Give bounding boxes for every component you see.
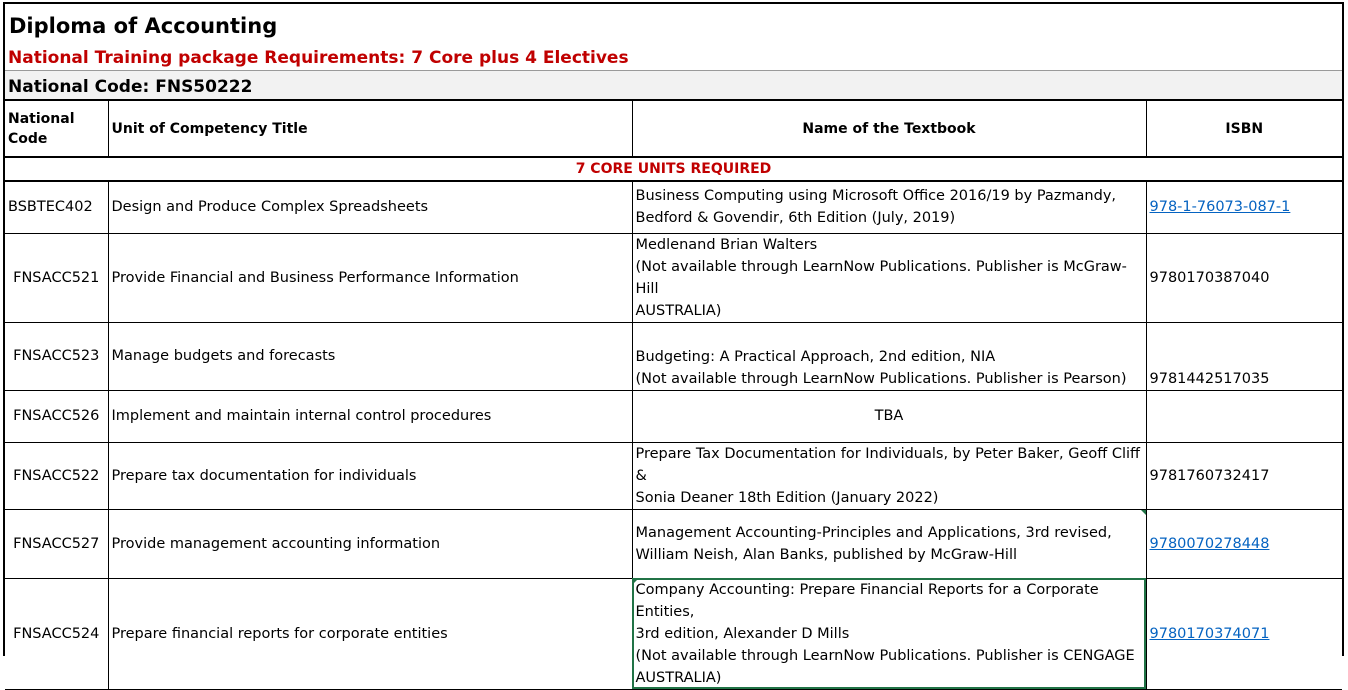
table-row [5, 442, 1342, 509]
isbn-link[interactable]: 9780170374071 [1149, 625, 1270, 642]
isbn-cell[interactable] [1146, 390, 1342, 442]
isbn-link[interactable]: 978-1-76073-087-1 [1149, 199, 1291, 216]
header-isbn[interactable]: ISBN [1146, 101, 1342, 157]
table-row [5, 509, 1342, 578]
title-block [5, 4, 1342, 71]
isbn-cell[interactable]: 9781442517035 [1146, 322, 1342, 390]
textbook-cell[interactable]: Management Accounting-Principles and Applications, 3rd revised, William Neish, Alan Banks, published by McGraw-Hill [632, 509, 1146, 578]
header-unit-title[interactable]: Unit of Competency Title [108, 101, 632, 157]
spreadsheet [3, 2, 1344, 686]
table-row [5, 578, 1342, 689]
unit-title-cell[interactable]: Design and Produce Complex Spreadsheets [108, 181, 632, 233]
textbook-cell[interactable]: Prepare Tax Documentation for Individuals, by Peter Baker, Geoff Cliff & Sonia Deaner 18th Edition (January 2022) [632, 442, 1146, 509]
national-code-cell[interactable]: BSBTEC402 [5, 181, 108, 233]
national-code-cell[interactable]: FNSACC526 [5, 390, 108, 442]
table-row [5, 233, 1342, 322]
requirements-subtitle[interactable]: National Training package Requirements: 7 Core plus 4 Electives [8, 48, 629, 68]
textbook-cell[interactable]: TBA [632, 390, 1146, 442]
national-code-cell[interactable]: FNSACC524 [5, 578, 108, 689]
unit-rows [5, 181, 1342, 689]
table-row [5, 181, 1342, 233]
national-code-row [5, 71, 1342, 101]
national-code-cell[interactable]: FNSACC527 [5, 509, 108, 578]
national-code-cell[interactable]: FNSACC523 [5, 322, 108, 390]
isbn-cell[interactable]: 9781760732417 [1146, 442, 1342, 509]
unit-title-cell[interactable]: Manage budgets and forecasts [108, 322, 632, 390]
selection-marker [633, 579, 638, 584]
national-code-cell[interactable]: National Code: FNS50222 [8, 77, 253, 97]
header-national-code[interactable]: National Code [5, 101, 108, 157]
national-code-cell[interactable]: FNSACC522 [5, 442, 108, 509]
textbook-cell[interactable]: Medlenand Brian Walters (Not available through LearnNow Publications. Publisher is McGraw-Hill AUSTRALIA) [632, 233, 1146, 322]
document-title[interactable]: Diploma of Accounting [9, 14, 278, 38]
units-table [5, 101, 1342, 690]
textbook-cell[interactable]: Business Computing using Microsoft Office 2016/19 by Pazmandy, Bedford & Govendir, 6th Edition (July, 2019) [632, 181, 1146, 233]
unit-title-cell[interactable]: Provide management accounting information [108, 509, 632, 578]
isbn-cell[interactable] [1146, 509, 1342, 578]
table-row [5, 390, 1342, 442]
unit-title-cell[interactable]: Prepare tax documentation for individuals [108, 442, 632, 509]
unit-title-cell[interactable]: Implement and maintain internal control procedures [108, 390, 632, 442]
isbn-link[interactable]: 9780070278448 [1149, 535, 1270, 552]
textbook-cell[interactable]: Company Accounting: Prepare Financial Reports for a Corporate Entities, 3rd edition, Alexander D Mills (Not available through LearnNow Publications. Publisher is CENGAGE AUSTRALIA) [632, 578, 1146, 689]
section-row [5, 157, 1342, 181]
isbn-cell[interactable]: 9780170387040 [1146, 233, 1342, 322]
header-row [5, 101, 1342, 157]
isbn-cell[interactable] [1146, 578, 1342, 689]
section-core-units[interactable]: 7 CORE UNITS REQUIRED [5, 157, 1342, 181]
unit-title-cell[interactable]: Prepare financial reports for corporate entities [108, 578, 632, 689]
unit-title-cell[interactable]: Provide Financial and Business Performance Information [108, 233, 632, 322]
comment-marker [1141, 510, 1146, 515]
header-textbook[interactable]: Name of the Textbook [632, 101, 1146, 157]
textbook-cell[interactable]: Budgeting: A Practical Approach, 2nd edition, NIA (Not available through LearnNow Publications. Publisher is Pearson) [632, 322, 1146, 390]
isbn-cell[interactable] [1146, 181, 1342, 233]
national-code-cell[interactable]: FNSACC521 [5, 233, 108, 322]
table-row [5, 322, 1342, 390]
